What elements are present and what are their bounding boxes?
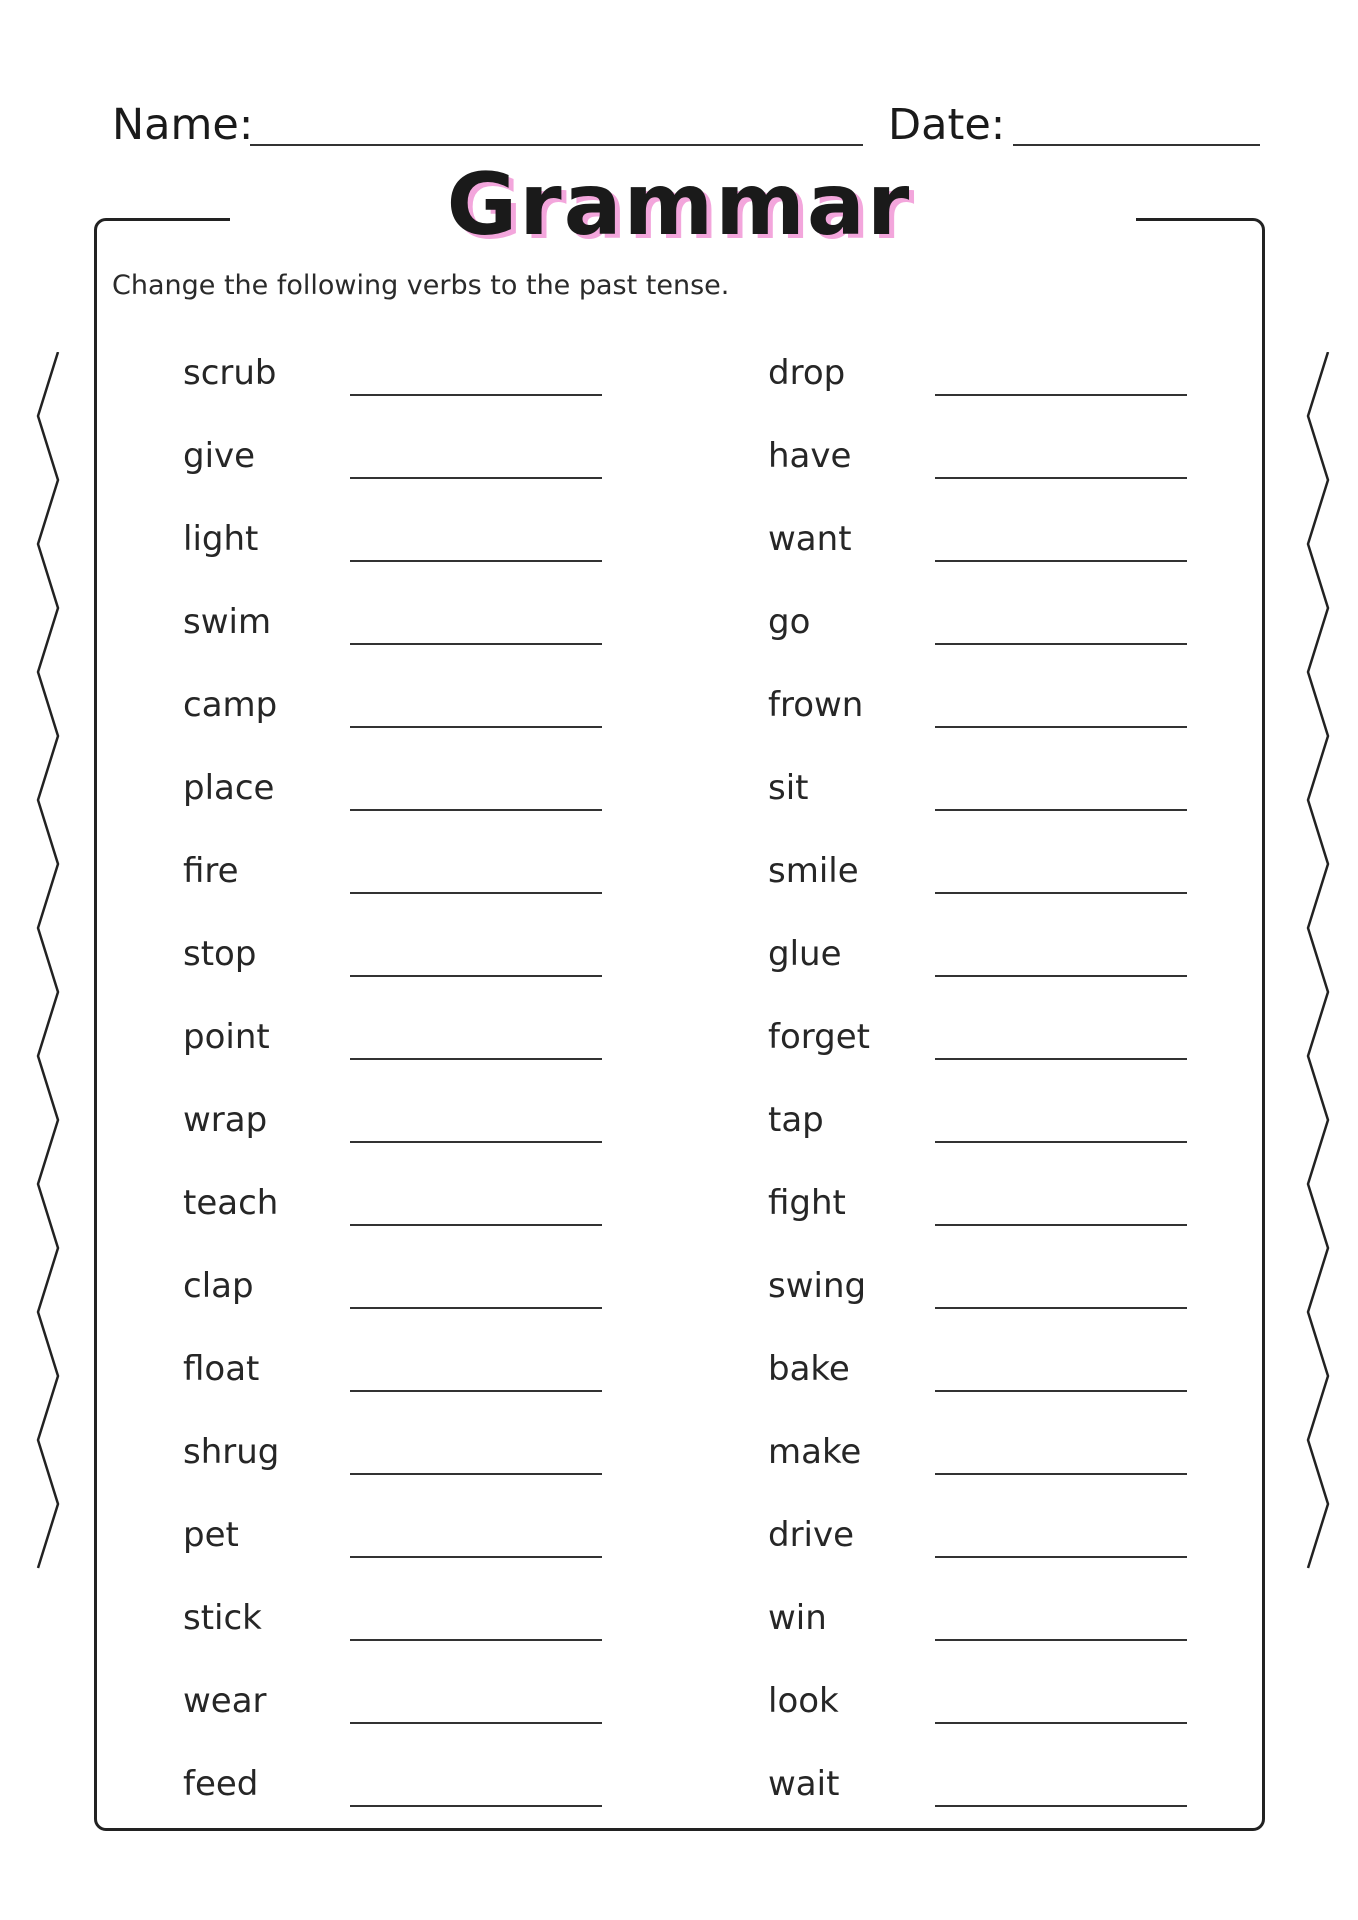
answer-line-left-17[interactable] xyxy=(350,1722,602,1724)
answer-line-left-5[interactable] xyxy=(350,726,602,728)
answer-line-right-17[interactable] xyxy=(935,1722,1187,1724)
verb-right-3: want xyxy=(768,519,852,559)
verb-left-12: clap xyxy=(183,1266,254,1306)
answer-line-right-3[interactable] xyxy=(935,560,1187,562)
answer-line-right-8[interactable] xyxy=(935,975,1187,977)
verb-left-18: feed xyxy=(183,1764,259,1804)
worksheet-title: Grammar xyxy=(446,155,912,255)
verb-left-6: place xyxy=(183,768,275,808)
answer-line-right-5[interactable] xyxy=(935,726,1187,728)
verb-right-9: forget xyxy=(768,1017,870,1057)
answer-line-left-11[interactable] xyxy=(350,1224,602,1226)
verb-right-15: drive xyxy=(768,1515,855,1555)
verb-left-8: stop xyxy=(183,934,257,974)
verb-right-2: have xyxy=(768,436,852,476)
verb-left-5: camp xyxy=(183,685,278,725)
verb-right-16: win xyxy=(768,1598,827,1638)
verb-right-10: tap xyxy=(768,1100,824,1140)
answer-line-left-18[interactable] xyxy=(350,1805,602,1807)
verb-left-4: swim xyxy=(183,602,272,642)
answer-line-left-15[interactable] xyxy=(350,1556,602,1558)
verb-right-13: bake xyxy=(768,1349,850,1389)
answer-line-left-9[interactable] xyxy=(350,1058,602,1060)
verb-right-7: smile xyxy=(768,851,859,891)
answer-line-right-16[interactable] xyxy=(935,1639,1187,1641)
answer-line-right-15[interactable] xyxy=(935,1556,1187,1558)
answer-line-left-10[interactable] xyxy=(350,1141,602,1143)
answer-line-right-7[interactable] xyxy=(935,892,1187,894)
answer-line-left-2[interactable] xyxy=(350,477,602,479)
answer-line-right-6[interactable] xyxy=(935,809,1187,811)
verb-left-2: give xyxy=(183,436,256,476)
answer-line-left-8[interactable] xyxy=(350,975,602,977)
left-zigzag-border xyxy=(36,352,66,1582)
verb-left-17: wear xyxy=(183,1681,267,1721)
verb-right-17: look xyxy=(768,1681,839,1721)
answer-line-right-1[interactable] xyxy=(935,394,1187,396)
answer-line-left-3[interactable] xyxy=(350,560,602,562)
answer-line-right-9[interactable] xyxy=(935,1058,1187,1060)
answer-line-left-7[interactable] xyxy=(350,892,602,894)
name-label: Name: xyxy=(112,100,254,150)
date-answer-line[interactable] xyxy=(1013,144,1260,146)
verb-right-5: frown xyxy=(768,685,864,725)
verb-left-14: shrug xyxy=(183,1432,280,1472)
answer-line-left-6[interactable] xyxy=(350,809,602,811)
date-label: Date: xyxy=(888,100,1006,150)
answer-line-right-2[interactable] xyxy=(935,477,1187,479)
answer-line-right-12[interactable] xyxy=(935,1307,1187,1309)
answer-line-left-13[interactable] xyxy=(350,1390,602,1392)
answer-line-right-11[interactable] xyxy=(935,1224,1187,1226)
verb-left-7: fire xyxy=(183,851,239,891)
instruction-text: Change the following verbs to the past tense. xyxy=(112,270,730,301)
verb-right-6: sit xyxy=(768,768,809,808)
verb-right-8: glue xyxy=(768,934,842,974)
answer-line-left-4[interactable] xyxy=(350,643,602,645)
verb-left-10: wrap xyxy=(183,1100,268,1140)
verb-right-14: make xyxy=(768,1432,862,1472)
answer-line-right-18[interactable] xyxy=(935,1805,1187,1807)
verb-left-1: scrub xyxy=(183,353,277,393)
answer-line-left-16[interactable] xyxy=(350,1639,602,1641)
answer-line-right-4[interactable] xyxy=(935,643,1187,645)
verb-left-16: stick xyxy=(183,1598,262,1638)
verb-right-4: go xyxy=(768,602,811,642)
verb-right-18: wait xyxy=(768,1764,840,1804)
answer-line-right-10[interactable] xyxy=(935,1141,1187,1143)
right-zigzag-border xyxy=(1306,352,1336,1582)
verb-right-1: drop xyxy=(768,353,846,393)
answer-line-left-12[interactable] xyxy=(350,1307,602,1309)
verb-right-12: swing xyxy=(768,1266,867,1306)
name-answer-line[interactable] xyxy=(250,144,863,146)
answer-line-right-14[interactable] xyxy=(935,1473,1187,1475)
answer-line-left-14[interactable] xyxy=(350,1473,602,1475)
answer-line-left-1[interactable] xyxy=(350,394,602,396)
verb-left-3: light xyxy=(183,519,259,559)
verb-left-9: point xyxy=(183,1017,270,1057)
verb-left-13: float xyxy=(183,1349,260,1389)
answer-line-right-13[interactable] xyxy=(935,1390,1187,1392)
verb-left-11: teach xyxy=(183,1183,279,1223)
verb-left-15: pet xyxy=(183,1515,239,1555)
verb-right-11: fight xyxy=(768,1183,846,1223)
